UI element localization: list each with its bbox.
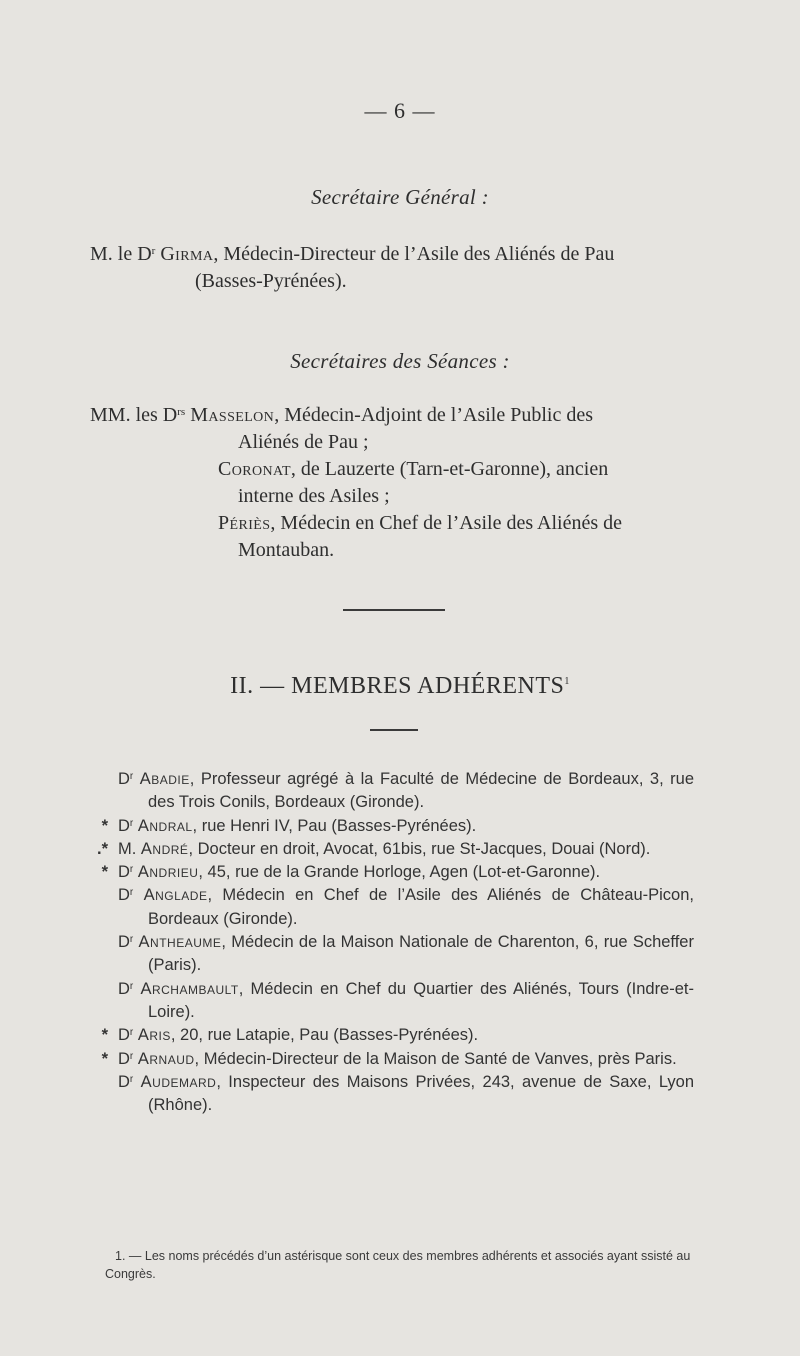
entry-text: , de Lauzerte (Tarn-et-Garonne), ancien bbox=[290, 458, 609, 480]
title-prefix-sup: rs bbox=[177, 406, 186, 418]
member-name: Anglade bbox=[143, 886, 208, 905]
footnote: 1. — Les noms précédés d’un astérisque sont ceux des membres adhérents et associés ayant ssisté au Congrès. bbox=[105, 1249, 691, 1281]
member-entry bbox=[0, 978, 800, 1025]
member-name: Andrieu bbox=[137, 863, 199, 882]
member-title-sup: r bbox=[129, 934, 134, 946]
secretary-general-heading: Secrétaire Général : bbox=[311, 185, 489, 209]
secretary-general-entry bbox=[90, 241, 710, 295]
member-details: , Docteur en droit, Avocat, 61bis, rue St-Jacques, Douai (Nord). bbox=[188, 839, 651, 858]
member-title: D bbox=[118, 863, 130, 882]
members-section-title bbox=[0, 673, 800, 700]
attendance-asterisk: * bbox=[101, 1026, 108, 1045]
members-title-text: II. — MEMBRES ADHÉRENTS bbox=[230, 673, 565, 699]
person-name: Girma bbox=[160, 243, 214, 265]
member-details: , 45, rue de la Grande Horloge, Agen (Lot-et-Garonne). bbox=[198, 863, 601, 882]
entry-text: , Médecin en Chef de l’Asile des Aliénés de bbox=[270, 512, 622, 534]
attendance-asterisk: * bbox=[101, 816, 108, 835]
member-details: , Professeur agrégé à la Faculté de Médecine de Bordeaux, 3, rue des Trois Conils, Bordeaux (Gironde). bbox=[148, 770, 694, 812]
member-entry bbox=[0, 815, 800, 838]
member-title: M. bbox=[118, 839, 141, 858]
member-details: , rue Henri IV, Pau (Basses-Pyrénées). bbox=[192, 816, 477, 835]
member-title-sup: r bbox=[129, 864, 134, 876]
member-title-sup: r bbox=[129, 1073, 134, 1085]
page-number: — 6 — bbox=[364, 98, 436, 123]
member-name: Antheaume bbox=[138, 933, 222, 952]
attendance-asterisk: .* bbox=[96, 839, 108, 858]
session-secretary-entry bbox=[90, 402, 710, 429]
member-entry bbox=[0, 1024, 800, 1047]
member-entry bbox=[0, 1048, 800, 1071]
person-name: Masselon bbox=[190, 404, 275, 426]
member-details: , Médecin de la Maison Nationale de Charenton, 6, rue Scheffer (Paris). bbox=[148, 933, 694, 975]
member-entry bbox=[0, 861, 800, 884]
member-name: Audemard bbox=[140, 1072, 217, 1091]
member-details: , Médecin en Chef du Quartier des Aliénés, Tours (Indre-et-Loire). bbox=[148, 979, 694, 1021]
title-prefix-sup: r bbox=[151, 245, 156, 257]
member-name: Abadie bbox=[139, 770, 190, 788]
member-title: D bbox=[118, 1026, 130, 1045]
person-name: Périès bbox=[218, 512, 271, 534]
session-secretaries-heading: Secrétaires des Séances : bbox=[290, 349, 510, 373]
member-entry bbox=[0, 1071, 800, 1118]
member-details: , 20, rue Latapie, Pau (Basses-Pyrénées). bbox=[170, 1026, 479, 1045]
member-title: D bbox=[118, 979, 130, 998]
entry-text: , Médecin-Adjoint de l’Asile Public des bbox=[274, 404, 594, 426]
session-secretaries-block bbox=[90, 402, 710, 564]
member-title: D bbox=[118, 1049, 130, 1068]
member-name: Andral bbox=[137, 816, 193, 835]
member-title: D bbox=[118, 1072, 130, 1091]
entry-continuation: Aliénés de Pau ; bbox=[238, 431, 369, 453]
member-title: D bbox=[118, 816, 130, 835]
session-secretary-entry bbox=[90, 510, 710, 537]
member-entry bbox=[0, 931, 800, 978]
member-title-sup: r bbox=[129, 817, 134, 829]
member-title: D bbox=[118, 886, 130, 905]
member-entry bbox=[0, 884, 800, 931]
title-prefix: MM. les D bbox=[90, 404, 178, 426]
member-details: , Médecin en Chef de l’Asile des Aliénés de Château-Picon, Bordeaux (Gironde). bbox=[148, 886, 694, 928]
entry-text: , Médecin-Directeur de l’Asile des Aliénés de Pau bbox=[213, 243, 615, 265]
title-underline bbox=[370, 729, 418, 731]
member-entry bbox=[0, 838, 800, 861]
member-title-sup: r bbox=[129, 887, 134, 899]
entry-continuation: interne des Asiles ; bbox=[238, 485, 390, 507]
secretary-general-line2: (Basses-Pyrénées). bbox=[195, 270, 347, 292]
secretary-general-line1 bbox=[90, 241, 710, 268]
footnote-reference: 1 bbox=[564, 676, 570, 687]
member-title-sup: r bbox=[129, 771, 134, 782]
section-divider bbox=[343, 609, 445, 611]
member-title: D bbox=[118, 770, 130, 788]
person-name: Coronat bbox=[218, 458, 291, 480]
member-title-sup: r bbox=[129, 1050, 134, 1062]
member-name: Arnaud bbox=[137, 1049, 195, 1068]
member-entry bbox=[0, 768, 800, 815]
member-title: D bbox=[118, 933, 130, 952]
member-details: , Médecin-Directeur de la Maison de Santé de Vanves, près Paris. bbox=[194, 1049, 677, 1068]
member-name: Aris bbox=[137, 1026, 171, 1045]
member-name: Archambault bbox=[140, 979, 239, 998]
entry-continuation: Montauban. bbox=[238, 539, 335, 561]
member-list bbox=[0, 768, 800, 1117]
member-name: André bbox=[140, 839, 189, 858]
attendance-asterisk: * bbox=[101, 863, 108, 882]
member-title-sup: r bbox=[129, 1027, 134, 1039]
member-title-sup: r bbox=[129, 980, 134, 992]
attendance-asterisk: * bbox=[101, 1049, 108, 1068]
session-secretary-entry bbox=[90, 456, 710, 483]
title-prefix: M. le D bbox=[90, 243, 152, 265]
member-details: , Inspecteur des Maisons Privées, 243, avenue de Saxe, Lyon (Rhône). bbox=[148, 1072, 694, 1115]
